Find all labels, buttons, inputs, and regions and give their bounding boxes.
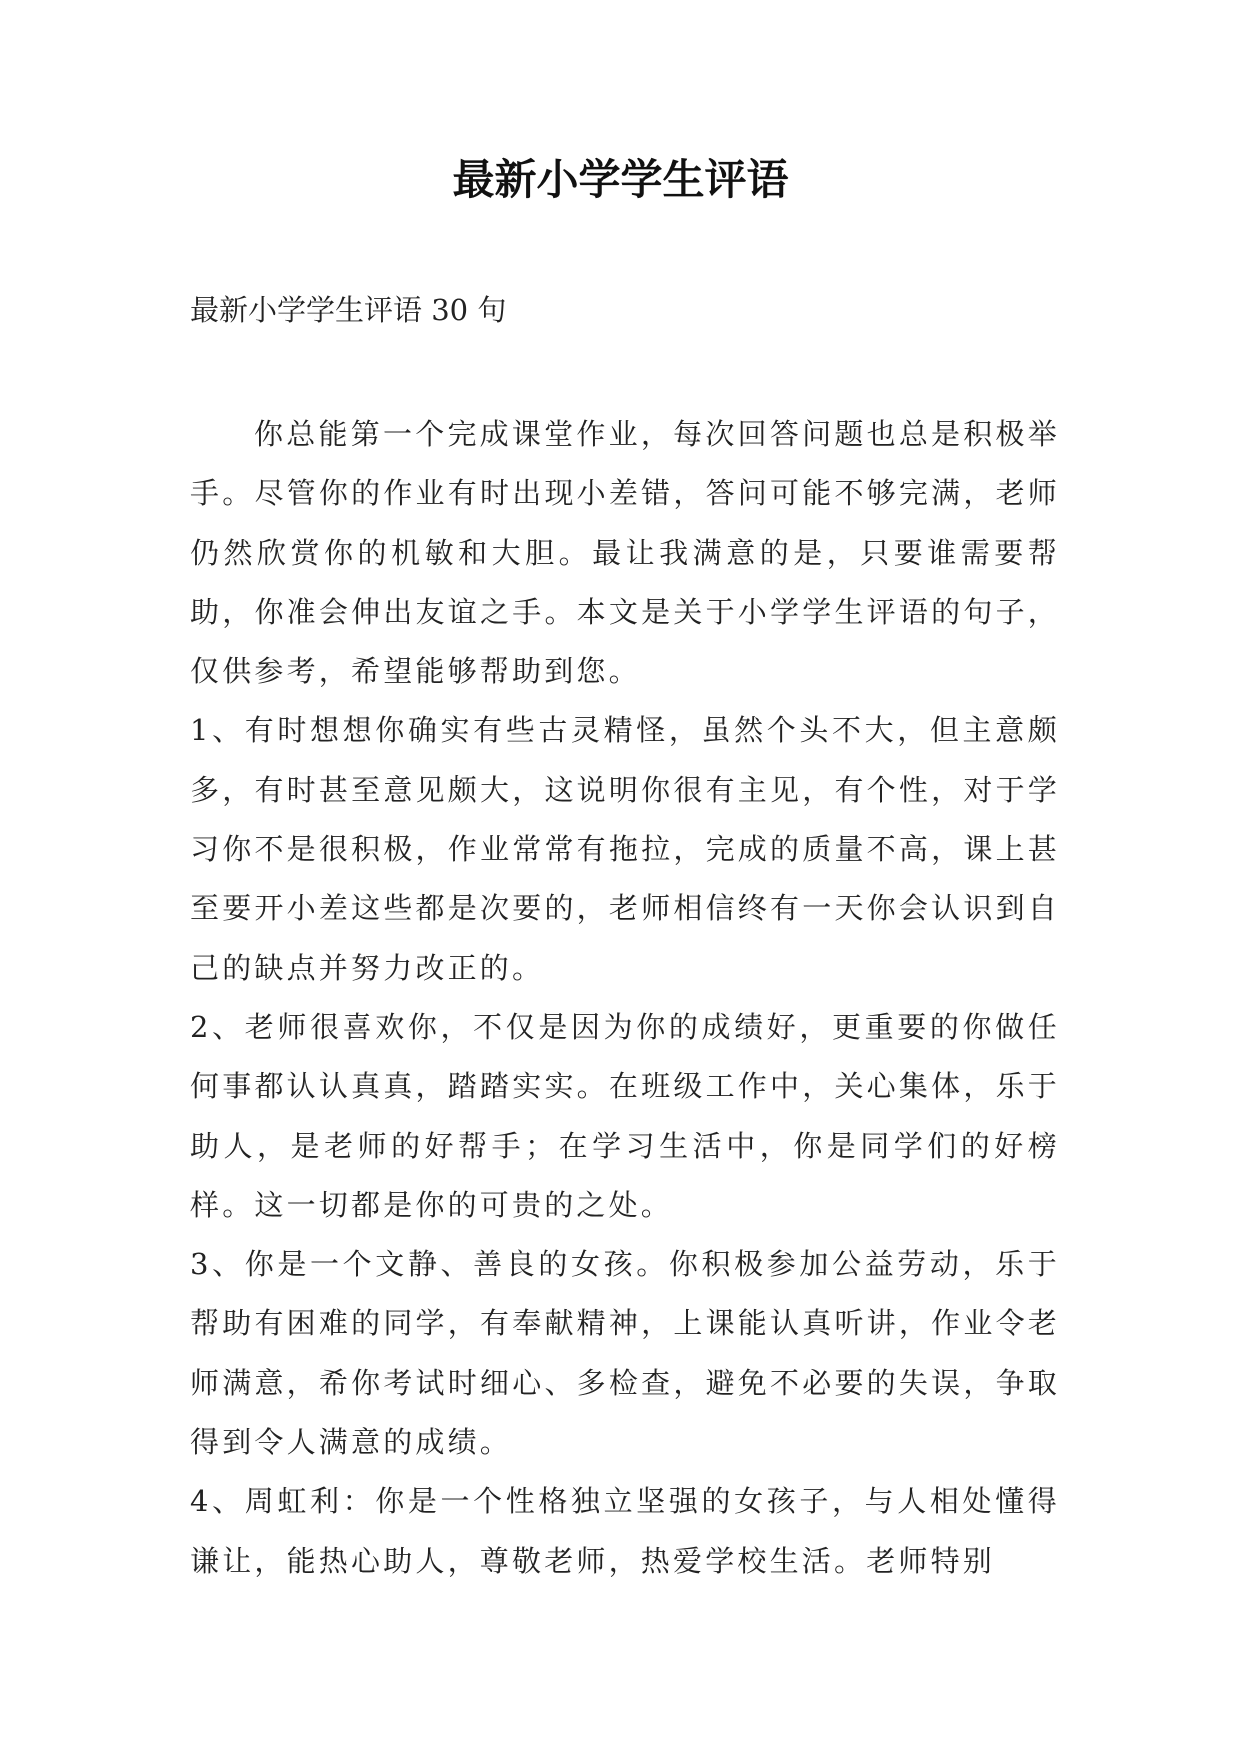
document-title: 最新小学学生评语	[452, 155, 789, 204]
comment-paragraph-2: 2、老师很喜欢你，不仅是因为你的成绩好，更重要的你做任何事都认认真真，踏踏实实。在班级工作中，关心集体，乐于助人，是老师的好帮手；在学习生活中，你是同学们的好榜样。这一切都是你的可贵的之处。	[190, 1009, 1060, 1222]
comment-paragraph-4: 4、周虹利：你是一个性格独立坚强的女孩子，与人相处懂得谦让，能热心助人，尊敬老师，热爱学校生活。老师特别	[190, 1484, 1060, 1578]
comment-paragraph-1: 1、有时想想你确实有些古灵精怪，虽然个头不大，但主意颇多，有时甚至意见颇大，这说明你很有主见，有个性，对于学习你不是很积极，作业常常有拖拉，完成的质量不高，课上甚至要开小差这些都是次要的，老师相信终有一天你会认识到自己的缺点并努力改正的。	[190, 713, 1060, 985]
document-subtitle: 最新小学学生评语 30 句	[190, 293, 507, 327]
document-body	[190, 405, 1060, 1591]
comment-paragraph-3: 3、你是一个文静、善良的女孩。你积极参加公益劳动，乐于帮助有困难的同学，有奉献精神，上课能认真听讲，作业令老师满意，希你考试时细心、多检查，避免不必要的失误，争取得到令人满意的成绩。	[190, 1247, 1060, 1460]
intro-paragraph: 你总能第一个完成课堂作业，每次回答问题也总是积极举手。尽管你的作业有时出现小差错，答问可能不够完满，老师仍然欣赏你的机敏和大胆。最让我满意的是，只要谁需要帮助，你准会伸出友谊之手。本文是关于小学学生评语的句子，仅供参考，希望能够帮助到您。	[190, 417, 1060, 689]
